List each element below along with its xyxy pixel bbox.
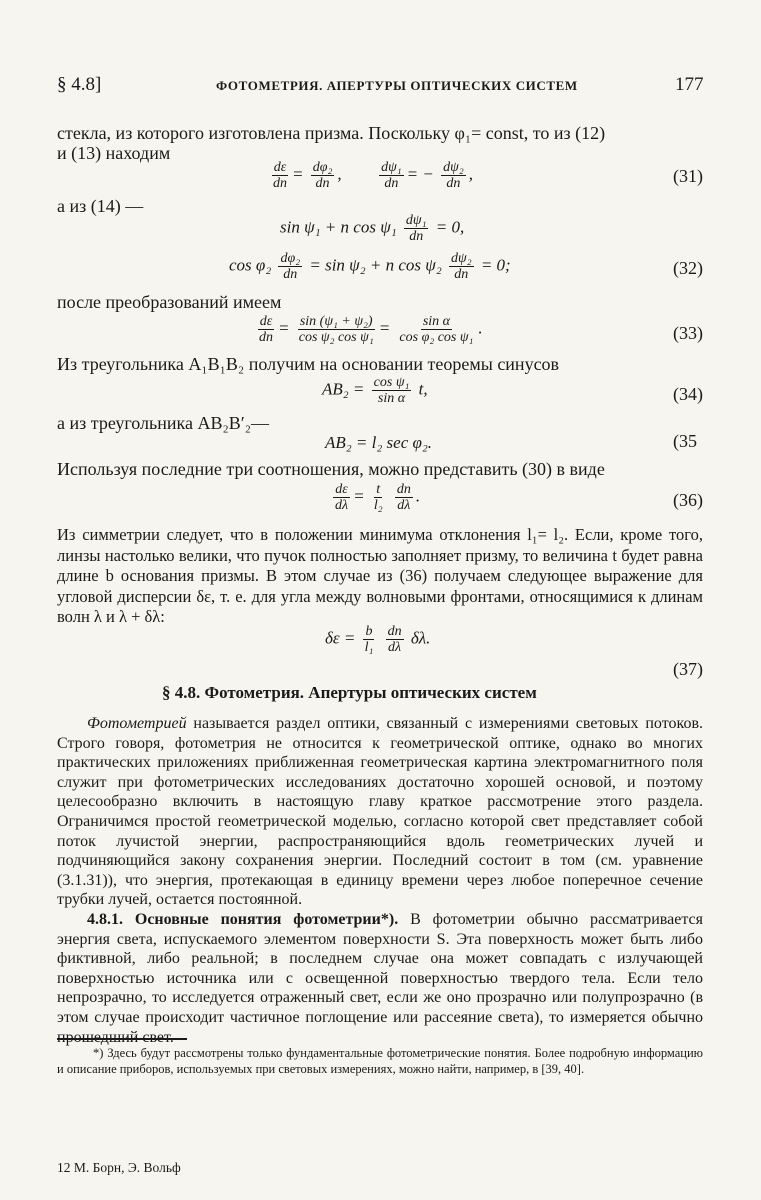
equation-33: $\frac{d\varepsilon}{dn}$ = $\frac{\text{sin (ψ₁ + ψ₂)}}{\text{cos ψ₂ cos ψ₁}}$ = $\frac{\text{sin α}}{\text{cos φ₂ cos ψ₁}}$ . — [259, 314, 483, 345]
footnote-rule — [57, 1038, 187, 1040]
equation-37: δε = $\frac{b}{\text{l₁}}$ $\frac{dn}{d\lambda}$ δλ. — [325, 624, 431, 655]
text-line: и (13) находим — [57, 143, 171, 163]
subsection-heading: 4.8.1. Основные понятия фотометрии*). — [87, 910, 399, 928]
term-photometry: Фотометрией — [87, 715, 187, 732]
text-line: Используя последние три соотношения, можно представить (30) в виде — [57, 459, 605, 479]
photometry-paragraph: Фотометрией называется раздел оптики, связанный с измерениями световых потоков. Строго говоря, фотометрия не относится к геометрической оптике, однако во многих практических приложениях приближенная геометрическая картина электромагнитного поля служит при фотометрических исследованиях достаточно хорошей основой, и поэтому целесообразно включить в настоящую главу краткое рассмотрение этого раздела. Ограничимся простой геометрической моделью, согласно которой свет представляет собой поток лучистой энергии, распространяющийся вдоль геометрических лучей и подчиняющийся закону сохранения энергии. Последний состоит в том (см. уравнение (3.1.31)), что энергия, протекающая в единицу времени через любое поперечное сечение трубки лучей, остается постоянной. 4.8.1. Основные понятия фотометрии*). В фотометрии обычно рассматривается энергия света, испускаемого элементом поверхности S. Эта поверхность может быть либо фиктивной, либо реальной; в последнем случае она может совпадать с излучающей поверхностью источника или с освещенной поверхностью твердого тела. Если тело непрозрачно, то исследуется отраженный свет, если же оно прозрачно или полупрозрачно (в этом случае происходит частичное поглощение или рассеяние света), то измеряется обычно прошедший свет. — [57, 715, 704, 1046]
equation-number: (31) — [673, 166, 703, 186]
equation-number: (32) — [673, 258, 703, 278]
equation-32a: sin ψ₁ + n cos ψ₁ $\frac{\text{dψ₁}}{dn}$ = 0, — [280, 213, 465, 244]
symmetry-paragraph: Из симметрии следует, что в положении минимума отклонения l₁= l₂. Если, кроме того, линзы настолько велики, что пучок полностью заполняет призму, то величина t будет равна длине b основания призмы. В этом случае из (36) получаем следующее выражение для угловой дисперсии δε, т. е. для угла между волновыми фронтами, относящимися к длинам волн λ и λ + δλ: — [57, 525, 703, 626]
text-line: а из треугольника AB₂B′₂— — [57, 413, 269, 433]
equation-32b: cos φ₂ $\frac{\text{dφ₂}}{dn}$ = sin ψ₂ + n cos ψ₂ $\frac{\text{dψ₂}}{dn}$ = 0; — [229, 251, 511, 282]
equation-number: (33) — [673, 323, 703, 343]
section-ref: § 4.8] — [57, 74, 102, 95]
text-line: после преобразований имеем — [57, 292, 282, 312]
equation-31: $\frac{d\varepsilon}{dn}$ = $\frac{\text{dφ₂}}{dn}$ , $\frac{\text{dψ₁}}{dn}$ = − $\frac{\text{dψ₂}}{dn}$ , — [273, 160, 473, 191]
text-line: Из треугольника A₁B₁B₂ получим на основании теоремы синусов — [57, 354, 560, 374]
page-number: 177 — [675, 74, 704, 95]
text-line: стекла, из которого изготовлена призма. Поскольку φ₁= const, то из (12) — [57, 123, 606, 143]
equation-number: (36) — [673, 490, 703, 510]
equation-34: AB₂ = $\frac{\text{cos ψ₁}}{\text{sin α}}$ t, — [322, 375, 428, 406]
equation-36: $\frac{d\varepsilon}{d\lambda}$ = $\frac{t}{\text{l₂}}$ $\frac{dn}{d\lambda}$ . — [335, 482, 421, 513]
page-footer: 12 М. Борн, Э. Вольф — [57, 1160, 181, 1175]
equation-35: AB₂ = l₂ sec φ₂. — [325, 433, 433, 452]
running-title: ФОТОМЕТРИЯ. АПЕРТУРЫ ОПТИЧЕСКИХ СИСТЕМ — [216, 78, 578, 93]
equation-number: (37) — [673, 659, 703, 679]
text-line: а из (14) — — [57, 196, 144, 216]
section-heading: § 4.8. Фотометрия. Апертуры оптических систем — [162, 683, 537, 702]
footnote: *) Здесь будут рассмотрены только фундаментальные фотометрические понятия. Более подробную информацию и описание приборов, используемых при световых измерениях, можно найти, например, в [39, 40]. — [57, 1046, 703, 1076]
equation-number: (34) — [673, 384, 703, 404]
equation-number: (35 — [673, 431, 697, 451]
